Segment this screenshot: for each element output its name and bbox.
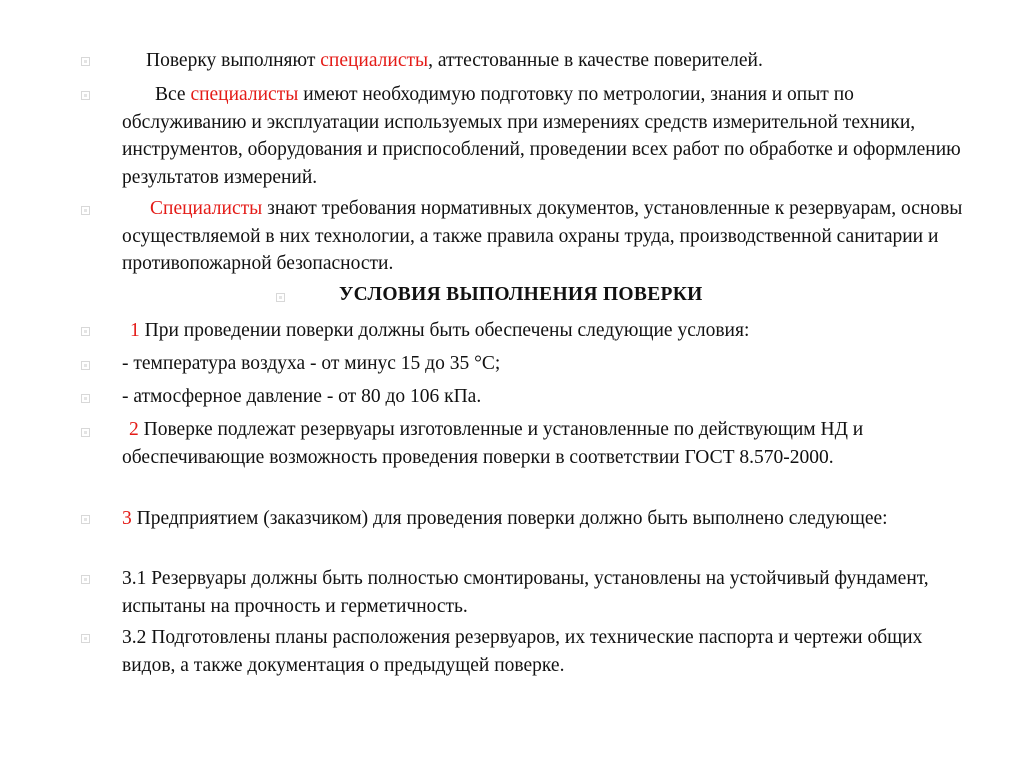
- bullet-icon: [81, 575, 90, 584]
- bullet-icon: [81, 394, 90, 403]
- paragraph-1-text: Поверку выполняют: [146, 50, 321, 71]
- bullet-icon: [81, 515, 90, 524]
- paragraph-2-text: Все: [155, 84, 191, 105]
- paragraph-8: [122, 505, 972, 533]
- paragraph-10: 3.2 Подготовлены планы расположения резервуаров, их технические паспорта и чертежи общих видов, а также документация о предыдущей поверке.: [122, 627, 923, 676]
- paragraph-4: [122, 317, 972, 345]
- highlight-specialists: специалисты: [320, 50, 429, 71]
- paragraph-5: - температура воздуха - от минус 15 до 35 °С;: [122, 353, 501, 374]
- bullet-icon: [81, 57, 90, 66]
- bullet-icon: [81, 206, 90, 215]
- paragraph-7: [122, 416, 972, 471]
- bullet-icon: [81, 361, 90, 370]
- item-number: 1: [130, 320, 140, 341]
- paragraph-6: - атмосферное давление - от 80 до 106 кПа.: [122, 386, 482, 407]
- paragraph-2-rest: имеют необходимую подготовку по метрологии, знания и опыт по обслуживанию и эксплуатации используемых при измерениях средств измерительной техники, инструментов, оборудования и приспособлений, проведении всех работ по обработке и оформлению результатов измерений.: [122, 84, 961, 188]
- highlight-specialists: специалисты: [190, 84, 299, 105]
- paragraph-1: [122, 47, 972, 75]
- paragraph-2: [122, 81, 972, 191]
- section-heading: УСЛОВИЯ ВЫПОЛНЕНИЯ ПОВЕРКИ: [339, 284, 703, 305]
- paragraph-9: 3.1 Резервуары должны быть полностью смонтированы, установлены на устойчивый фундамент, испытаны на прочность и герметичность.: [122, 568, 929, 617]
- paragraph-8-text: Предприятием (заказчиком) для проведения поверки должно быть выполнено следующее:: [131, 508, 888, 529]
- item-number: 2: [129, 419, 139, 440]
- item-number: 3: [122, 508, 132, 529]
- paragraph-3: [122, 195, 972, 278]
- bullet-icon: [81, 428, 90, 437]
- paragraph-1-rest: , аттестованные в качестве поверителей.: [428, 50, 763, 71]
- bullet-icon: [276, 293, 285, 302]
- paragraph-4-text: При проведении поверки должны быть обеспечены следующие условия:: [139, 320, 750, 341]
- bullet-icon: [81, 327, 90, 336]
- bullet-icon: [81, 634, 90, 643]
- highlight-specialists: Специалисты: [150, 198, 263, 219]
- paragraph-7-text: Поверке подлежат резервуары изготовленные и установленные по действующим НД и обеспечивающие возможность проведения поверки в соответствии ГОСТ 8.570-2000.: [122, 419, 864, 468]
- bullet-icon: [81, 91, 90, 100]
- paragraph-3-rest: знают требования нормативных документов, установленные к резервуарам, основы осуществляемой в них технологии, а также правила охраны труда, производственной санитарии и противопожарной безопасности.: [122, 198, 963, 274]
